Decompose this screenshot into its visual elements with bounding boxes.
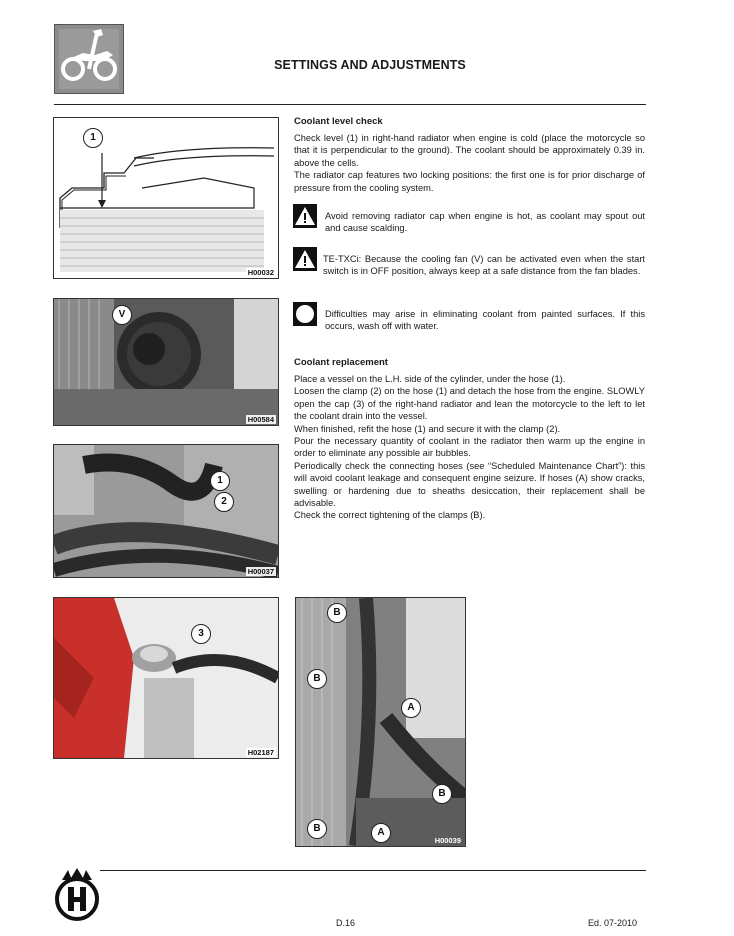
callout-b: B — [307, 669, 327, 689]
paragraph: Periodically check the connecting hoses (see “Scheduled Maintenance Chart”): this will avoid coolant leakage and consequent engine seizure. If hoses (A) show cracks, swelling or hardening due to sheaths desiccation, their replacement shall be advisable. — [294, 460, 645, 509]
callout-b: B — [307, 819, 327, 839]
callout-v: V — [112, 305, 132, 325]
callout-a: A — [401, 698, 421, 718]
husqvarna-logo-icon — [54, 868, 100, 926]
figure-radiator-cap-photo — [53, 597, 279, 759]
callout-1: 1 — [83, 128, 103, 148]
warning-text: Avoid removing radiator cap when engine is hot, as coolant may spout out and cause scalding. — [325, 211, 645, 234]
section-icon — [54, 24, 124, 94]
figure-cooling-fan-photo — [53, 298, 279, 426]
page-number: D.16 — [336, 918, 356, 928]
section-title: Coolant level check — [294, 116, 383, 127]
callout-2: 2 — [214, 492, 234, 512]
paragraph: When finished, refit the hose (1) and secure it with the clamp (2). — [294, 423, 561, 434]
coolant-replacement-section — [294, 357, 645, 522]
note-text: Difficulties may arise in eliminating coolant from painted surfaces. If this occurs, wash off with water. — [325, 309, 645, 332]
callout-b: B — [432, 784, 452, 804]
figure-code: H00037 — [247, 567, 274, 576]
warning-text: TE-TXCi: Because the cooling fan (V) can be activated even when the start switch is in OFF position, always keep at a safe distance from the fan blades. — [323, 254, 645, 277]
callout-b: B — [327, 603, 347, 623]
paragraph: Check level (1) in right-hand radiator when engine is cold (place the motorcycle so that it is perpendicular to the ground). The coolant should be approximately 0.39 in. above the cells. — [294, 133, 645, 168]
warning-triangle-icon — [293, 204, 317, 228]
paragraph: Loosen the clamp (2) on the hose (1) and detach the hose from the engine. SLOWLY open the cap (3) of the right-hand radiator and lean the motorcycle to the left to let the coolant drain into the vessel. — [294, 386, 645, 422]
motorcycle-wrench-icon — [55, 25, 123, 93]
warning-triangle-icon — [293, 247, 317, 271]
figure-hose-clamp-photo — [53, 444, 279, 578]
figure-code: H02187 — [247, 748, 274, 757]
edition-label: Ed. 07-2010 — [588, 918, 638, 928]
header-divider — [54, 104, 646, 105]
figure-code: H00032 — [247, 268, 274, 277]
note-circle-icon — [293, 302, 317, 326]
callout-1: 1 — [210, 471, 230, 491]
page-title: SETTINGS AND ADJUSTMENTS — [274, 58, 466, 72]
paragraph: Check the correct tightening of the clamps (B). — [294, 510, 486, 521]
callout-3: 3 — [191, 624, 211, 644]
figure-code: H00039 — [434, 836, 461, 845]
coolant-level-section — [294, 116, 645, 194]
figure-radiator-level-diagram — [53, 117, 279, 279]
figure-code: H00584 — [247, 415, 274, 424]
footer-divider — [100, 870, 646, 871]
figure-hoses-photo — [295, 597, 466, 847]
paragraph: Pour the necessary quantity of coolant in the radiator then warm up the engine in order to eliminate any possible air bubbles. — [294, 436, 645, 459]
paragraph: The radiator cap features two locking positions: the first one is for prior discharge of pressure from the cooling system. — [294, 170, 645, 193]
section-title: Coolant replacement — [294, 357, 388, 368]
paragraph: Place a vessel on the L.H. side of the cylinder, under the hose (1). — [294, 374, 566, 384]
callout-a: A — [371, 823, 391, 843]
